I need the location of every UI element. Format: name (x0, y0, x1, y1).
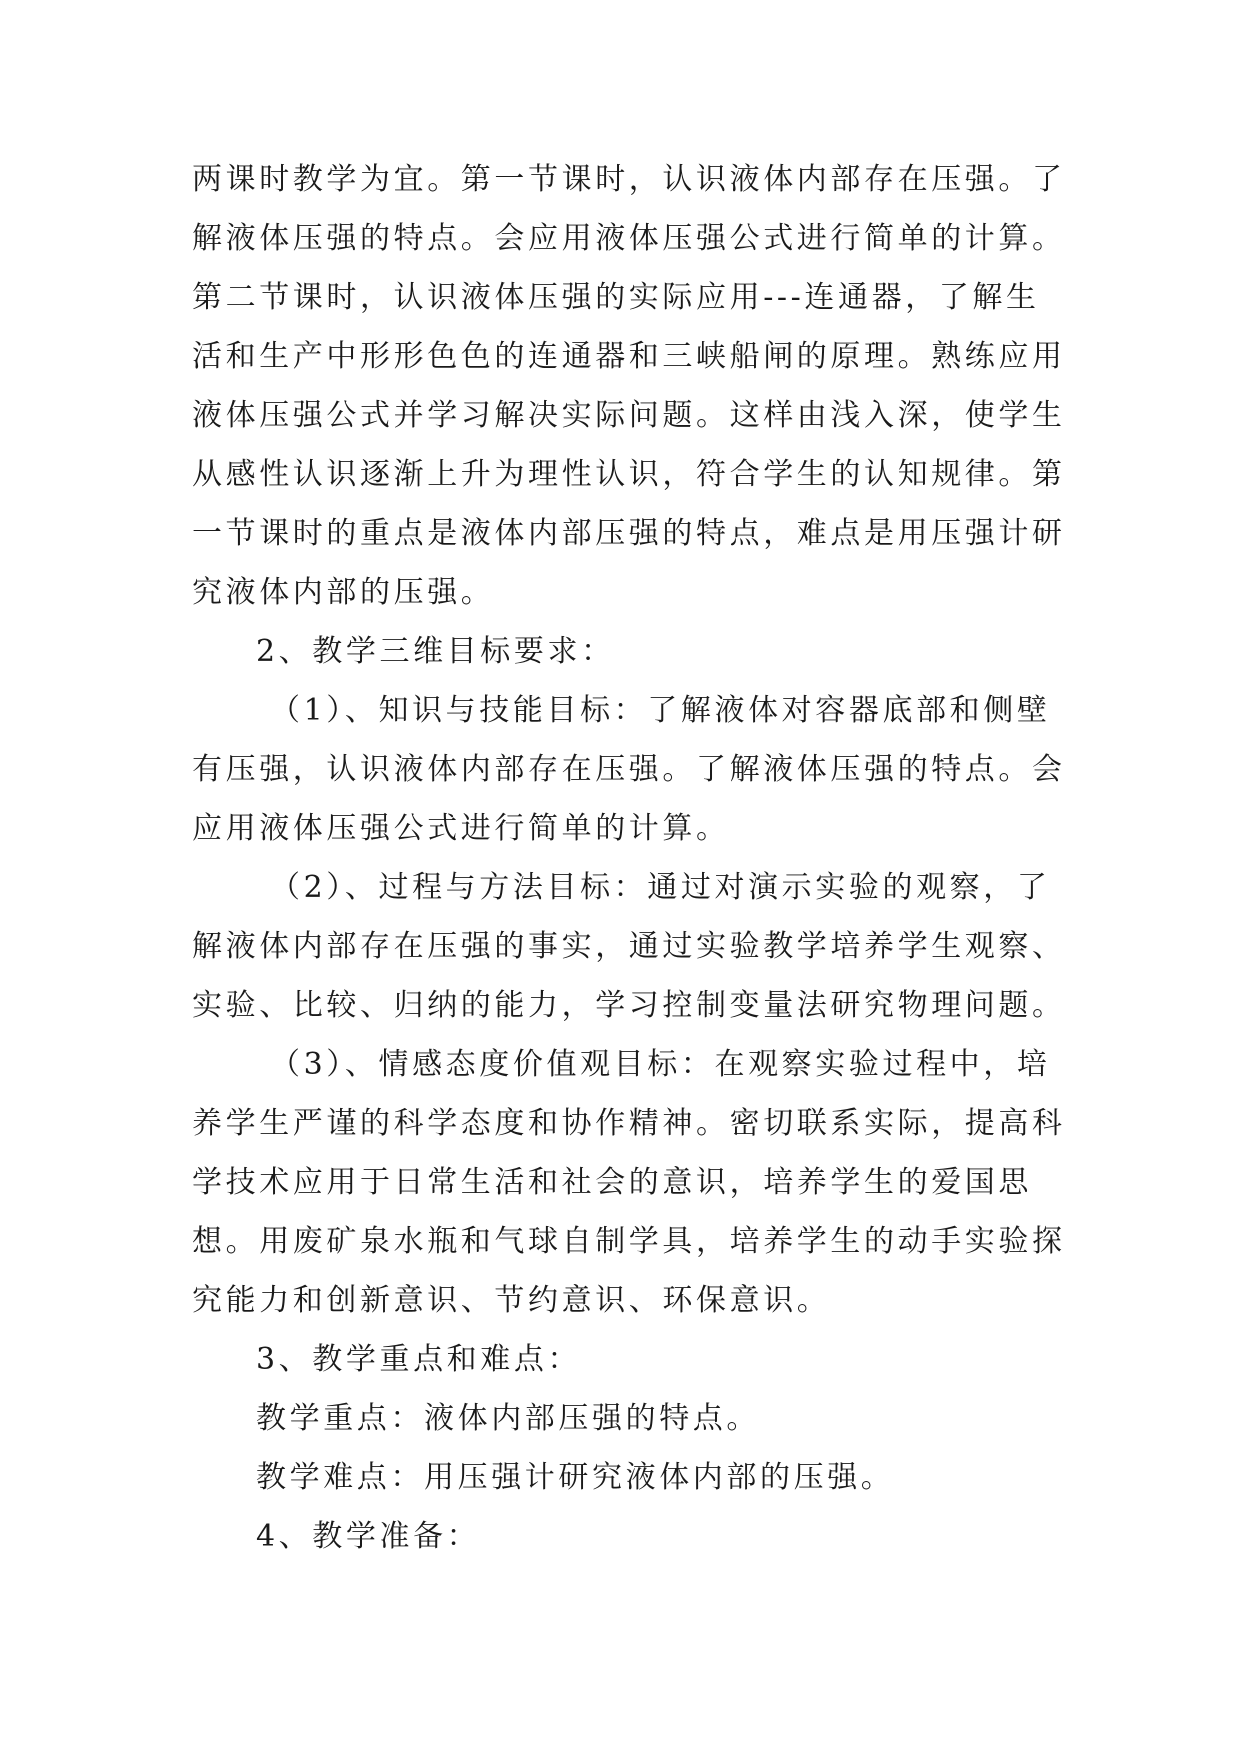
section-heading-key-difficult: 3、教学重点和难点： (256, 1342, 582, 1377)
difficult-point-paragraph: 教学难点：用压强计研究液体内部的压强。 (256, 1460, 895, 1495)
objective-emotion-values: （3）、情感态度价值观目标：在观察实验过程中，培养学生严谨的科学态度和协作精神。密切联系实际，提高科学技术应用于日常生活和社会的意识，培养学生的爱国思想。用废矿泉水瓶和气球自制学具，培养学生的动手实验探究能力和创新意识、节约意识、环保意识。 (192, 1047, 1066, 1318)
objective-process-methods: （2）、过程与方法目标：通过对演示实验的观察，了解液体内部存在压强的事实，通过实验教学培养学生观察、实验、比较、归纳的能力，学习控制变量法研究物理问题。 (192, 870, 1066, 1023)
document-body (192, 150, 1072, 1566)
key-point-paragraph: 教学重点：液体内部压强的特点。 (256, 1401, 760, 1436)
section-heading-preparation: 4、教学准备： (256, 1519, 481, 1554)
section-heading-objectives: 2、教学三维目标要求： (256, 634, 615, 669)
objective-knowledge-skills: （1）、知识与技能目标：了解液体对容器底部和侧壁有压强，认识液体内部存在压强。了解液体压强的特点。会应用液体压强公式进行简单的计算。 (192, 693, 1066, 846)
intro-paragraph: 两课时教学为宜。第一节课时，认识液体内部存在压强。了解液体压强的特点。会应用液体压强公式进行简单的计算。第二节课时，认识液体压强的实际应用---连通器，了解生活和生产中形形色色的连通器和三峡船闸的原理。熟练应用液体压强公式并学习解决实际问题。这样由浅入深，使学生从感性认识逐渐上升为理性认识，符合学生的认知规律。第一节课时的重点是液体内部压强的特点，难点是用压强计研究液体内部的压强。 (192, 162, 1066, 610)
